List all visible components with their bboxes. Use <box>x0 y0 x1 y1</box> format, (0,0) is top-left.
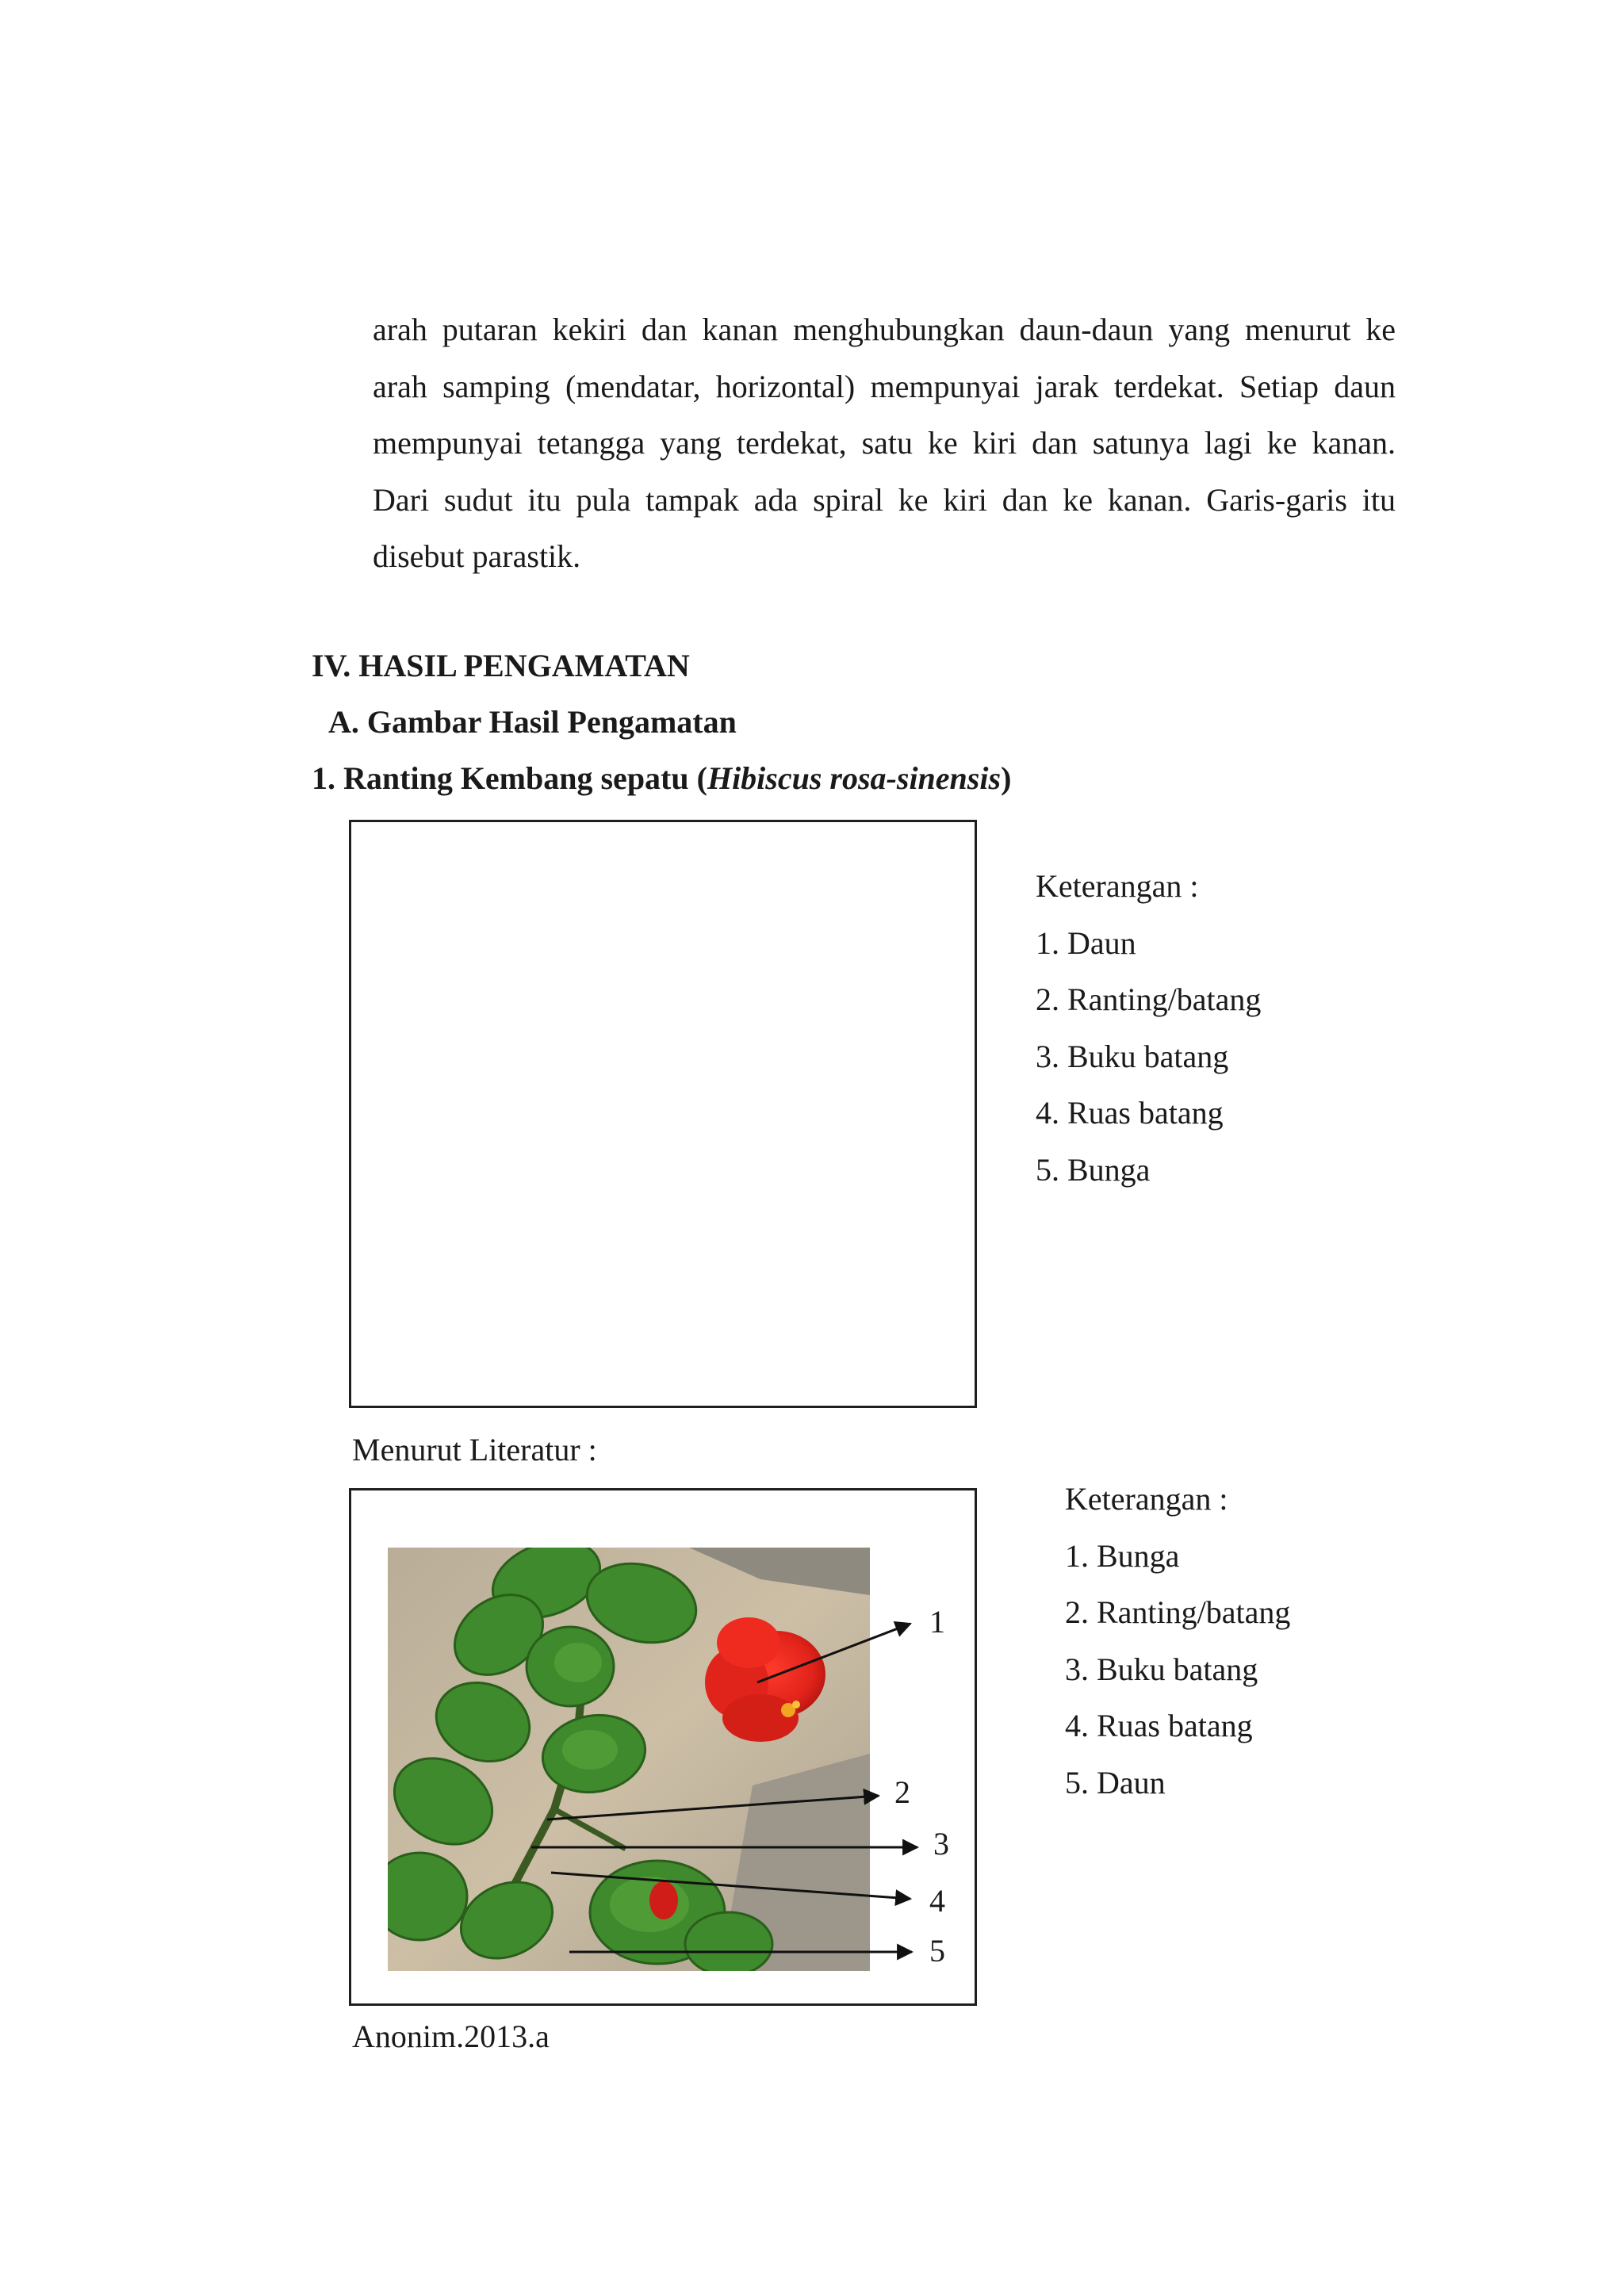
legend-item: 5. Bunga <box>1036 1151 1151 1188</box>
figure-number: 4 <box>929 1883 945 1919</box>
figure-number: 5 <box>929 1933 945 1969</box>
paragraph-line: arah putaran kekiri dan kanan menghubungkan daun-daun yang menurut ke <box>373 312 1396 347</box>
body-paragraph <box>373 301 1396 585</box>
source-caption: Anonim.2013.a <box>352 2019 550 2054</box>
hibiscus-photo <box>388 1548 870 1971</box>
legend-item: 4. Ruas batang <box>1065 1708 1253 1743</box>
legend-title: Keterangan : <box>1065 1481 1228 1517</box>
legend-item: 2. Ranting/batang <box>1065 1594 1291 1630</box>
subsection-heading: A. Gambar Hasil Pengamatan <box>328 704 737 740</box>
legend-item: 4. Ruas batang <box>1036 1095 1224 1131</box>
figure-number: 1 <box>929 1604 945 1640</box>
paragraph-line: disebut parastik. <box>373 538 581 574</box>
figure-number: 2 <box>894 1774 910 1810</box>
literature-legend <box>1065 1471 1290 1811</box>
item-heading <box>312 760 1011 797</box>
paragraph-line: Dari sudut itu pula tampak ada spiral ke kiri dan ke kanan. Garis-garis itu <box>373 481 1396 518</box>
paragraph-line: arah samping (mendatar, horizontal) mempunyai jarak terdekat. Setiap daun <box>373 368 1396 404</box>
legend-item: 1. Bunga <box>1065 1537 1180 1574</box>
legend-item: 1. Daun <box>1036 924 1136 961</box>
figure-number: 3 <box>933 1826 949 1862</box>
legend-item: 3. Buku batang <box>1036 1038 1229 1074</box>
section-heading: IV. HASIL PENGAMATAN <box>312 648 690 683</box>
species-name: Hibiscus rosa-sinensis <box>707 760 1002 796</box>
literature-label: Menurut Literatur : <box>352 1432 597 1468</box>
legend-item: 3. Buku batang <box>1065 1651 1258 1687</box>
legend-item: 2. Ranting/batang <box>1036 982 1262 1017</box>
legend-title: Keterangan : <box>1036 868 1199 904</box>
item-heading-prefix: 1. Ranting Kembang sepatu ( <box>312 760 707 796</box>
observation-legend <box>1036 858 1261 1198</box>
item-heading-suffix: ) <box>1001 760 1012 796</box>
legend-item: 5. Daun <box>1065 1764 1166 1800</box>
paragraph-line: mempunyai tetangga yang terdekat, satu ke kiri dan satunya lagi ke kanan. <box>373 425 1396 461</box>
observation-figure-box <box>349 820 977 1408</box>
